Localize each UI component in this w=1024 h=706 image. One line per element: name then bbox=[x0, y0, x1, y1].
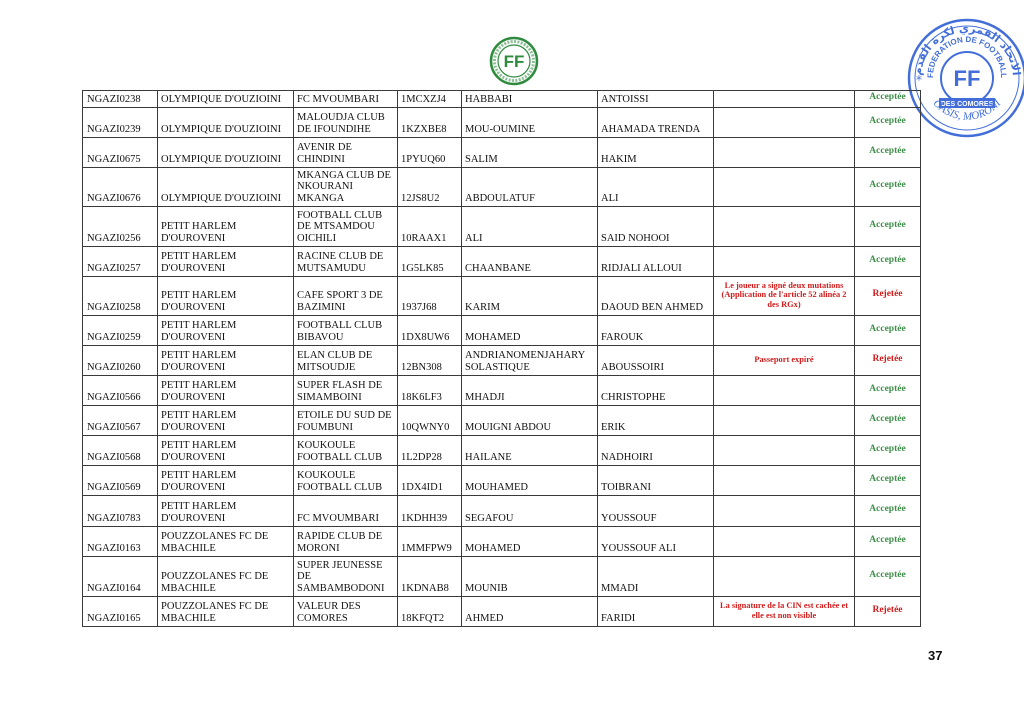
origin-club-cell: KOUKOULE FOOTBALL CLUB bbox=[294, 466, 398, 496]
status-cell: Acceptée bbox=[855, 207, 921, 247]
status-cell: Acceptée bbox=[855, 168, 921, 207]
first-name-cell: CHRISTOPHE bbox=[598, 376, 714, 406]
origin-club-cell: RACINE CLUB DE MUTSAMUDU bbox=[294, 247, 398, 277]
player-code-cell: NGAZI0258 bbox=[83, 277, 158, 316]
license-id-cell: 18KFQT2 bbox=[398, 597, 462, 627]
table-row bbox=[83, 108, 921, 138]
last-name-cell: SEGAFOU bbox=[462, 496, 598, 527]
rejection-reason-cell bbox=[714, 108, 855, 138]
rejection-reason-cell bbox=[714, 496, 855, 527]
last-name-cell: MOUNIB bbox=[462, 557, 598, 597]
club-cell: POUZZOLANES FC DE MBACHILE bbox=[158, 527, 294, 557]
origin-club-cell: FC MVOUMBARI bbox=[294, 91, 398, 108]
origin-club-cell: RAPIDE CLUB DE MORONI bbox=[294, 527, 398, 557]
origin-club-cell: ELAN CLUB DE MITSOUDJE bbox=[294, 346, 398, 376]
rejection-reason-cell bbox=[714, 406, 855, 436]
rejection-reason-cell bbox=[714, 557, 855, 597]
status-cell: Acceptée bbox=[855, 557, 921, 597]
last-name-cell: MOU-OUMINE bbox=[462, 108, 598, 138]
club-cell: PETIT HARLEM D'OUROVENI bbox=[158, 466, 294, 496]
last-name-cell: HABBABI bbox=[462, 91, 598, 108]
club-cell: OLYMPIQUE D'OUZIOINI bbox=[158, 138, 294, 168]
status-cell: Rejetée bbox=[855, 277, 921, 316]
license-id-cell: 10RAAX1 bbox=[398, 207, 462, 247]
first-name-cell: SAID NOHOOI bbox=[598, 207, 714, 247]
origin-club-cell: CAFE SPORT 3 DE BAZIMINI bbox=[294, 277, 398, 316]
rejection-reason-cell bbox=[714, 247, 855, 277]
table-row bbox=[83, 316, 921, 346]
license-id-cell: 12BN308 bbox=[398, 346, 462, 376]
license-id-cell: 1DX8UW6 bbox=[398, 316, 462, 346]
rejection-reason-cell bbox=[714, 436, 855, 466]
player-code-cell: NGAZI0165 bbox=[83, 597, 158, 627]
svg-text:FF: FF bbox=[503, 52, 525, 71]
table-row bbox=[83, 376, 921, 406]
license-id-cell: 1937J68 bbox=[398, 277, 462, 316]
first-name-cell: HAKIM bbox=[598, 138, 714, 168]
club-cell: POUZZOLANES FC DE MBACHILE bbox=[158, 557, 294, 597]
table-row bbox=[83, 346, 921, 376]
origin-club-cell: FC MVOUMBARI bbox=[294, 496, 398, 527]
origin-club-cell: VALEUR DES COMORES bbox=[294, 597, 398, 627]
club-cell: PETIT HARLEM D'OUROVENI bbox=[158, 316, 294, 346]
player-code-cell: NGAZI0259 bbox=[83, 316, 158, 346]
first-name-cell: FARIDI bbox=[598, 597, 714, 627]
club-cell: PETIT HARLEM D'OUROVENI bbox=[158, 496, 294, 527]
table-row bbox=[83, 168, 921, 207]
federation-logo-icon bbox=[489, 36, 539, 86]
rejection-reason-cell: Le joueur a signé deux mutations (Application de l'article 52 alinéa 2 des RGx) bbox=[714, 277, 855, 316]
license-id-cell: 1G5LK85 bbox=[398, 247, 462, 277]
last-name-cell: MOHAMED bbox=[462, 527, 598, 557]
license-id-cell: 1KDHH39 bbox=[398, 496, 462, 527]
club-cell: OLYMPIQUE D'OUZIOINI bbox=[158, 108, 294, 138]
first-name-cell: ERIK bbox=[598, 406, 714, 436]
first-name-cell: RIDJALI ALLOUI bbox=[598, 247, 714, 277]
table-row bbox=[83, 466, 921, 496]
license-id-cell: 1KDNAB8 bbox=[398, 557, 462, 597]
status-cell: Acceptée bbox=[855, 436, 921, 466]
player-code-cell: NGAZI0567 bbox=[83, 406, 158, 436]
license-id-cell: 1KZXBE8 bbox=[398, 108, 462, 138]
club-cell: PETIT HARLEM D'OUROVENI bbox=[158, 207, 294, 247]
registration-table bbox=[82, 90, 921, 627]
rejection-reason-cell: Passeport expiré bbox=[714, 346, 855, 376]
status-cell: Acceptée bbox=[855, 91, 921, 108]
last-name-cell: ALI bbox=[462, 207, 598, 247]
first-name-cell: YOUSSOUF bbox=[598, 496, 714, 527]
status-cell: Rejetée bbox=[855, 597, 921, 627]
origin-club-cell: AVENIR DE CHINDINI bbox=[294, 138, 398, 168]
player-code-cell: NGAZI0676 bbox=[83, 168, 158, 207]
last-name-cell: HAILANE bbox=[462, 436, 598, 466]
status-cell: Acceptée bbox=[855, 496, 921, 527]
player-code-cell: NGAZI0238 bbox=[83, 91, 158, 108]
svg-text:*: * bbox=[916, 73, 922, 87]
last-name-cell: MOUHAMED bbox=[462, 466, 598, 496]
last-name-cell: MOHAMED bbox=[462, 316, 598, 346]
license-id-cell: 18K6LF3 bbox=[398, 376, 462, 406]
last-name-cell: ABDOULATUF bbox=[462, 168, 598, 207]
rejection-reason-cell bbox=[714, 376, 855, 406]
origin-club-cell: MALOUDJA CLUB DE IFOUNDIHE bbox=[294, 108, 398, 138]
license-id-cell: 1L2DP28 bbox=[398, 436, 462, 466]
club-cell: PETIT HARLEM D'OUROVENI bbox=[158, 247, 294, 277]
club-cell: PETIT HARLEM D'OUROVENI bbox=[158, 406, 294, 436]
rejection-reason-cell bbox=[714, 316, 855, 346]
player-code-cell: NGAZI0239 bbox=[83, 108, 158, 138]
page-number: 37 bbox=[928, 648, 943, 663]
rejection-reason-cell bbox=[714, 527, 855, 557]
first-name-cell: NADHOIRI bbox=[598, 436, 714, 466]
first-name-cell: MMADI bbox=[598, 557, 714, 597]
player-code-cell: NGAZI0569 bbox=[83, 466, 158, 496]
first-name-cell: ABOUSSOIRI bbox=[598, 346, 714, 376]
rejection-reason-cell bbox=[714, 138, 855, 168]
last-name-cell: ANDRIANOMENJAHARY SOLASTIQUE bbox=[462, 346, 598, 376]
player-code-cell: NGAZI0163 bbox=[83, 527, 158, 557]
last-name-cell: KARIM bbox=[462, 277, 598, 316]
stamp-city-text: OASIS, MORONI bbox=[930, 97, 1004, 123]
player-code-cell: NGAZI0260 bbox=[83, 346, 158, 376]
first-name-cell: ALI bbox=[598, 168, 714, 207]
status-cell: Acceptée bbox=[855, 138, 921, 168]
license-id-cell: 10QWNY0 bbox=[398, 406, 462, 436]
club-cell: OLYMPIQUE D'OUZIOINI bbox=[158, 91, 294, 108]
status-cell: Rejetée bbox=[855, 346, 921, 376]
svg-text:FF: FF bbox=[953, 66, 981, 91]
license-id-cell: 12JS8U2 bbox=[398, 168, 462, 207]
rejection-reason-cell: La signature de la CIN est cachée et elle est non visible bbox=[714, 597, 855, 627]
last-name-cell: MHADJI bbox=[462, 376, 598, 406]
last-name-cell: SALIM bbox=[462, 138, 598, 168]
origin-club-cell: MKANGA CLUB DE NKOURANI MKANGA bbox=[294, 168, 398, 207]
rejection-reason-cell bbox=[714, 168, 855, 207]
status-cell: Acceptée bbox=[855, 406, 921, 436]
license-id-cell: 1PYUQ60 bbox=[398, 138, 462, 168]
club-cell: PETIT HARLEM D'OUROVENI bbox=[158, 277, 294, 316]
rejection-reason-cell bbox=[714, 207, 855, 247]
rejection-reason-cell bbox=[714, 466, 855, 496]
status-cell: Acceptée bbox=[855, 247, 921, 277]
table-row bbox=[83, 207, 921, 247]
table-row bbox=[83, 597, 921, 627]
license-id-cell: 1MMFPW9 bbox=[398, 527, 462, 557]
license-id-cell: 1MCXZJ4 bbox=[398, 91, 462, 108]
status-cell: Acceptée bbox=[855, 316, 921, 346]
status-cell: Acceptée bbox=[855, 376, 921, 406]
status-cell: Acceptée bbox=[855, 466, 921, 496]
club-cell: PETIT HARLEM D'OUROVENI bbox=[158, 436, 294, 466]
first-name-cell: AHAMADA TRENDA bbox=[598, 108, 714, 138]
origin-club-cell: KOUKOULE FOOTBALL CLUB bbox=[294, 436, 398, 466]
first-name-cell: FAROUK bbox=[598, 316, 714, 346]
license-id-cell: 1DX4ID1 bbox=[398, 466, 462, 496]
origin-club-cell: FOOTBALL CLUB BIBAVOU bbox=[294, 316, 398, 346]
federation-stamp-icon bbox=[903, 14, 1024, 142]
table-row bbox=[83, 406, 921, 436]
first-name-cell: ANTOISSI bbox=[598, 91, 714, 108]
table-row bbox=[83, 557, 921, 597]
stamp-band-text: DES COMORES bbox=[940, 101, 994, 108]
table-row bbox=[83, 138, 921, 168]
first-name-cell: TOIBRANI bbox=[598, 466, 714, 496]
origin-club-cell: FOOTBALL CLUB DE MTSAMDOU OICHILI bbox=[294, 207, 398, 247]
status-cell: Acceptée bbox=[855, 108, 921, 138]
player-code-cell: NGAZI0675 bbox=[83, 138, 158, 168]
table-row bbox=[83, 91, 921, 108]
first-name-cell: YOUSSOUF ALI bbox=[598, 527, 714, 557]
status-cell: Acceptée bbox=[855, 527, 921, 557]
last-name-cell: AHMED bbox=[462, 597, 598, 627]
last-name-cell: CHAANBANE bbox=[462, 247, 598, 277]
origin-club-cell: ETOILE DU SUD DE FOUMBUNI bbox=[294, 406, 398, 436]
first-name-cell: DAOUD BEN AHMED bbox=[598, 277, 714, 316]
stamp-ring-text: FEDERATION DE FOOTBALL bbox=[925, 34, 1009, 79]
player-code-cell: NGAZI0783 bbox=[83, 496, 158, 527]
last-name-cell: MOUIGNI ABDOU bbox=[462, 406, 598, 436]
table-row bbox=[83, 247, 921, 277]
rejection-reason-cell bbox=[714, 91, 855, 108]
player-code-cell: NGAZI0164 bbox=[83, 557, 158, 597]
club-cell: OLYMPIQUE D'OUZIOINI bbox=[158, 168, 294, 207]
origin-club-cell: SUPER FLASH DE SIMAMBOINI bbox=[294, 376, 398, 406]
table-row bbox=[83, 496, 921, 527]
stamp-arabic-text: الاتحاد القمري لكرة القدم bbox=[910, 21, 1023, 77]
club-cell: PETIT HARLEM D'OUROVENI bbox=[158, 346, 294, 376]
table-row bbox=[83, 527, 921, 557]
club-cell: POUZZOLANES FC DE MBACHILE bbox=[158, 597, 294, 627]
origin-club-cell: SUPER JEUNESSE DE SAMBAMBODONI bbox=[294, 557, 398, 597]
table-row bbox=[83, 277, 921, 316]
player-code-cell: NGAZI0256 bbox=[83, 207, 158, 247]
player-code-cell: NGAZI0257 bbox=[83, 247, 158, 277]
player-code-cell: NGAZI0566 bbox=[83, 376, 158, 406]
club-cell: PETIT HARLEM D'OUROVENI bbox=[158, 376, 294, 406]
table-row bbox=[83, 436, 921, 466]
player-code-cell: NGAZI0568 bbox=[83, 436, 158, 466]
